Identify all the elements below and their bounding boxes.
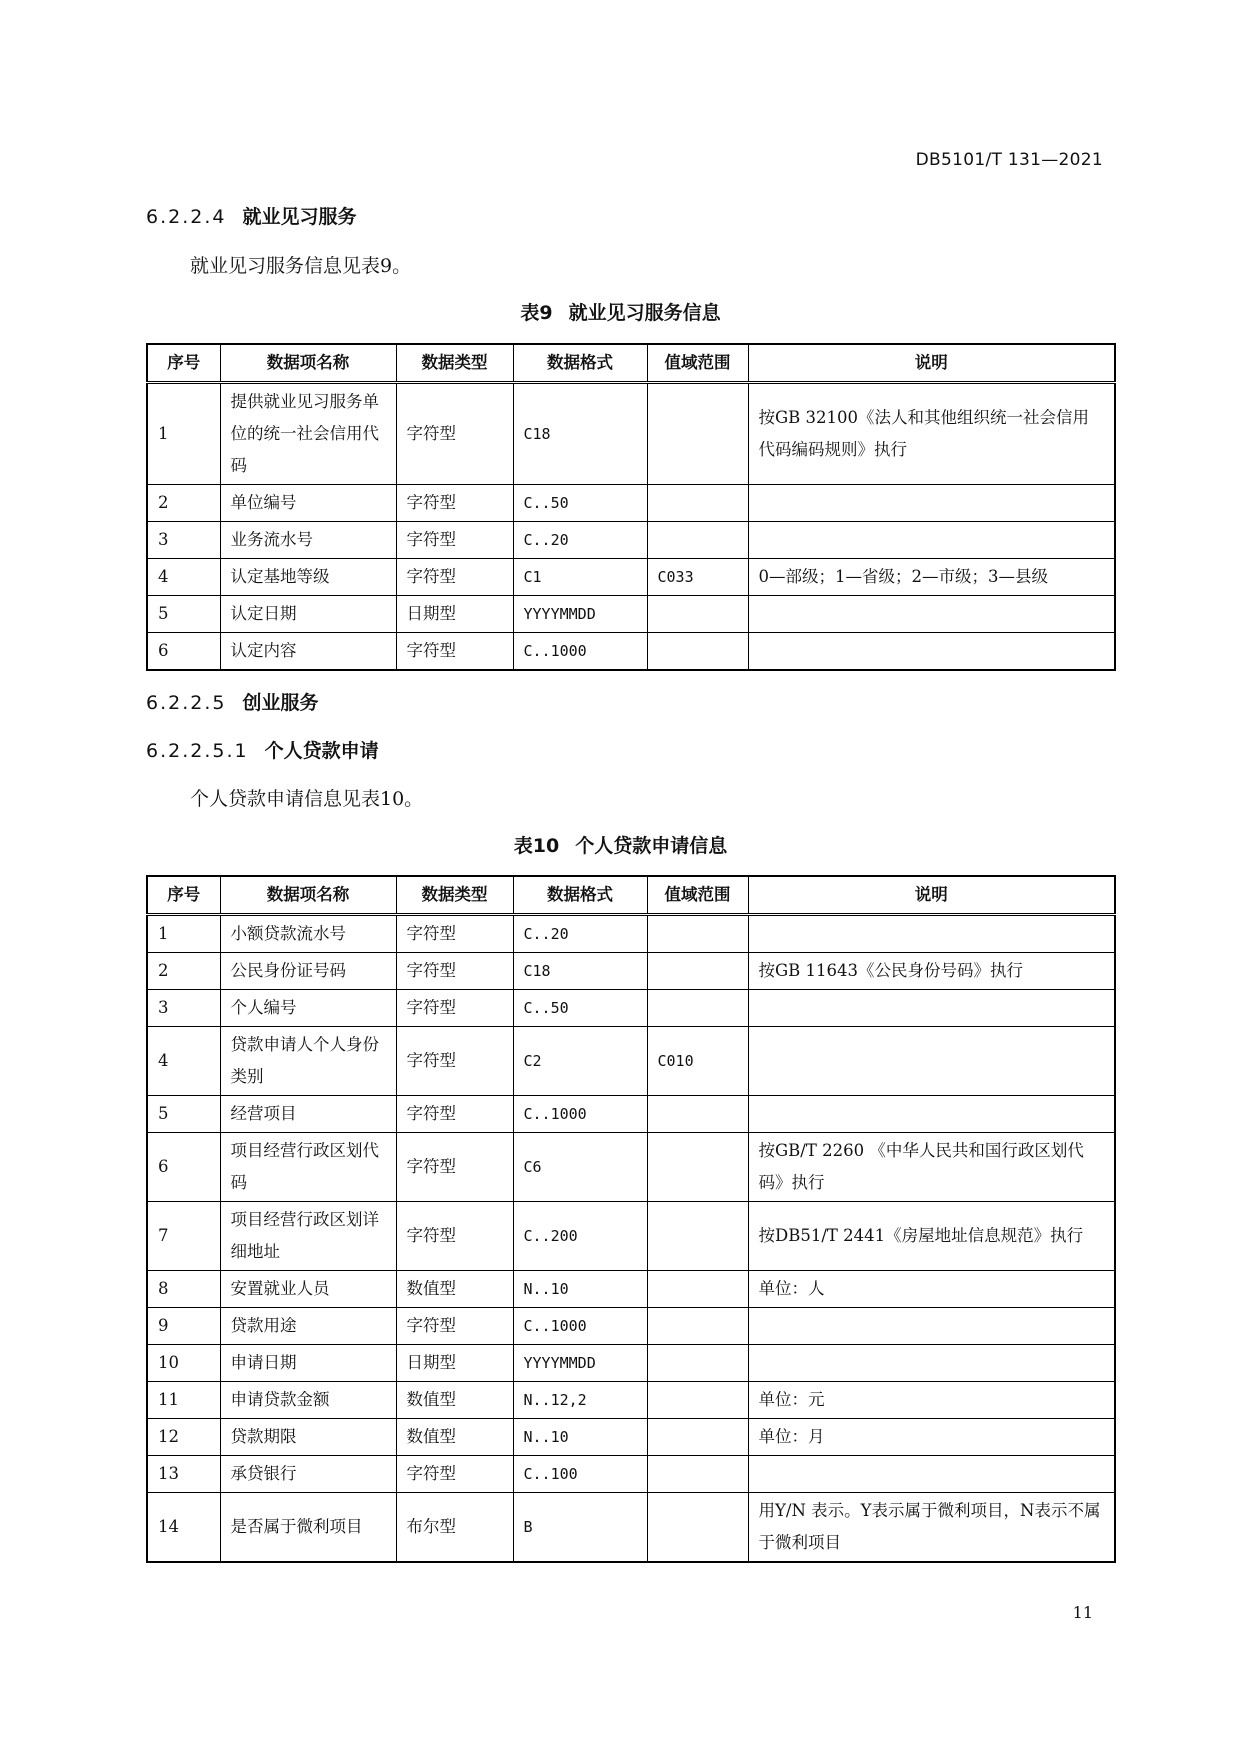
table-row [147,383,1115,485]
cell-value-range [647,383,748,485]
cell-description: 单位：元 [748,1382,1115,1419]
cell-data-format: C2 [513,1027,647,1096]
cell-item-name: 项目经营行政区划详细地址 [220,1202,396,1271]
cell-data-type: 字符型 [396,633,513,671]
intro-paragraph-table10: 个人贷款申请信息见表10。 [190,788,424,810]
table10 [146,875,1116,1563]
cell-seq: 13 [147,1456,220,1493]
cell-value-range [647,522,748,559]
cell-description [748,1096,1115,1133]
cell-description: 0—部级；1—省级；2—市级；3—县级 [748,559,1115,596]
cell-description: 按GB 32100《法人和其他组织统一社会信用代码编码规则》执行 [748,383,1115,485]
cell-value-range [647,633,748,671]
cell-data-type: 字符型 [396,383,513,485]
cell-data-type: 布尔型 [396,1493,513,1563]
cell-data-format: C..1000 [513,633,647,671]
cell-data-type: 字符型 [396,1456,513,1493]
cell-value-range [647,1345,748,1382]
section-number: 6.2.2.4 [146,206,227,228]
cell-data-type: 字符型 [396,559,513,596]
cell-value-range [647,485,748,522]
table-row [147,1027,1115,1096]
cell-data-format: C..20 [513,522,647,559]
cell-data-format: YYYYMMDD [513,596,647,633]
cell-seq: 5 [147,1096,220,1133]
cell-description: 单位：人 [748,1271,1115,1308]
column-header: 值域范围 [647,876,748,915]
table10-caption-title: 个人贷款申请信息 [575,835,728,857]
cell-seq: 3 [147,990,220,1027]
cell-data-type: 数值型 [396,1382,513,1419]
table-row [147,485,1115,522]
table-row [147,1133,1115,1202]
cell-data-type: 日期型 [396,1345,513,1382]
cell-value-range [647,1133,748,1202]
cell-seq: 4 [147,1027,220,1096]
intro-paragraph-table9: 就业见习服务信息见表9。 [190,255,412,277]
cell-data-type: 字符型 [396,522,513,559]
table-row [147,1271,1115,1308]
cell-data-format: N..10 [513,1271,647,1308]
table-header-row [147,876,1115,915]
cell-value-range [647,1382,748,1419]
cell-seq: 6 [147,1133,220,1202]
cell-data-format: C..50 [513,485,647,522]
cell-seq: 9 [147,1308,220,1345]
table10-caption [0,831,1241,858]
column-header: 值域范围 [647,344,748,383]
cell-seq: 8 [147,1271,220,1308]
column-header: 序号 [147,876,220,915]
cell-data-format: C18 [513,383,647,485]
table-row [147,1419,1115,1456]
table-row [147,559,1115,596]
cell-data-format: C18 [513,953,647,990]
column-header: 说明 [748,876,1115,915]
cell-seq: 3 [147,522,220,559]
cell-description [748,915,1115,953]
cell-data-format: C..20 [513,915,647,953]
cell-data-type: 日期型 [396,596,513,633]
cell-value-range [647,990,748,1027]
table-row [147,596,1115,633]
table9 [146,343,1116,671]
cell-data-format: N..12,2 [513,1382,647,1419]
cell-description: 用Y/N 表示。Y表示属于微利项目，N表示不属于微利项目 [748,1493,1115,1563]
table-row [147,990,1115,1027]
table-row [147,953,1115,990]
column-header: 数据格式 [513,876,647,915]
cell-item-name: 是否属于微利项目 [220,1493,396,1563]
cell-description [748,1456,1115,1493]
table-header-row [147,344,1115,383]
column-header: 序号 [147,344,220,383]
table9-caption-title: 就业见习服务信息 [568,302,721,324]
cell-seq: 1 [147,383,220,485]
cell-item-name: 小额贷款流水号 [220,915,396,953]
table-row [147,1202,1115,1271]
section-number: 6.2.2.5 [146,692,227,714]
cell-data-format: C..100 [513,1456,647,1493]
cell-seq: 2 [147,485,220,522]
cell-seq: 11 [147,1382,220,1419]
column-header: 数据格式 [513,344,647,383]
cell-data-type: 数值型 [396,1271,513,1308]
cell-item-name: 申请贷款金额 [220,1382,396,1419]
cell-item-name: 申请日期 [220,1345,396,1382]
table-row [147,1096,1115,1133]
cell-value-range [647,1419,748,1456]
table-row [147,1493,1115,1563]
cell-seq: 5 [147,596,220,633]
cell-seq: 4 [147,559,220,596]
table-row [147,1308,1115,1345]
section-heading-6224 [146,202,357,229]
table-row [147,915,1115,953]
cell-description [748,596,1115,633]
cell-data-type: 字符型 [396,1308,513,1345]
cell-data-format: C..200 [513,1202,647,1271]
section-heading-6225 [146,688,319,715]
section-title: 创业服务 [242,692,319,714]
table-row [147,1382,1115,1419]
column-header: 说明 [748,344,1115,383]
cell-item-name: 贷款用途 [220,1308,396,1345]
cell-description: 按DB51/T 2441《房屋地址信息规范》执行 [748,1202,1115,1271]
cell-data-type: 数值型 [396,1419,513,1456]
cell-item-name: 经营项目 [220,1096,396,1133]
cell-description [748,1027,1115,1096]
cell-description [748,1308,1115,1345]
cell-item-name: 贷款期限 [220,1419,396,1456]
cell-description [748,633,1115,671]
cell-data-format: C..50 [513,990,647,1027]
cell-item-name: 单位编号 [220,485,396,522]
cell-item-name: 项目经营行政区划代码 [220,1133,396,1202]
cell-item-name: 公民身份证号码 [220,953,396,990]
cell-data-format: C6 [513,1133,647,1202]
cell-item-name: 个人编号 [220,990,396,1027]
table-row [147,1345,1115,1382]
section-title: 个人贷款申请 [264,740,379,762]
cell-value-range [647,596,748,633]
table9-caption [0,298,1241,325]
cell-description [748,1345,1115,1382]
column-header: 数据项名称 [220,876,396,915]
cell-value-range [647,1493,748,1563]
table-row [147,633,1115,671]
cell-data-type: 字符型 [396,1133,513,1202]
cell-data-type: 字符型 [396,1096,513,1133]
table9-caption-number: 表9 [520,302,553,324]
cell-value-range [647,1456,748,1493]
column-header: 数据项名称 [220,344,396,383]
cell-value-range [647,1202,748,1271]
cell-item-name: 安置就业人员 [220,1271,396,1308]
cell-item-name: 贷款申请人个人身份类别 [220,1027,396,1096]
cell-seq: 1 [147,915,220,953]
table-row [147,522,1115,559]
cell-data-type: 字符型 [396,1027,513,1096]
cell-description: 按GB 11643《公民身份号码》执行 [748,953,1115,990]
cell-data-format: B [513,1493,647,1563]
cell-value-range: C010 [647,1027,748,1096]
cell-item-name: 认定内容 [220,633,396,671]
document-code: DB5101/T 131—2021 [915,150,1103,170]
cell-seq: 6 [147,633,220,671]
cell-item-name: 认定日期 [220,596,396,633]
cell-seq: 14 [147,1493,220,1563]
cell-seq: 12 [147,1419,220,1456]
cell-data-type: 字符型 [396,990,513,1027]
cell-value-range [647,1271,748,1308]
cell-data-format: C..1000 [513,1308,647,1345]
cell-value-range: C033 [647,559,748,596]
cell-item-name: 业务流水号 [220,522,396,559]
cell-data-type: 字符型 [396,915,513,953]
cell-data-type: 字符型 [396,953,513,990]
cell-value-range [647,1096,748,1133]
table-row [147,1456,1115,1493]
cell-value-range [647,1308,748,1345]
cell-description: 单位：月 [748,1419,1115,1456]
cell-data-format: N..10 [513,1419,647,1456]
cell-data-type: 字符型 [396,485,513,522]
cell-item-name: 认定基地等级 [220,559,396,596]
section-heading-62251 [146,736,379,763]
cell-data-format: C..1000 [513,1096,647,1133]
section-title: 就业见习服务 [242,206,357,228]
cell-data-type: 字符型 [396,1202,513,1271]
cell-seq: 10 [147,1345,220,1382]
cell-data-format: YYYYMMDD [513,1345,647,1382]
cell-seq: 2 [147,953,220,990]
section-number: 6.2.2.5.1 [146,740,249,762]
cell-description [748,522,1115,559]
column-header: 数据类型 [396,876,513,915]
cell-description: 按GB/T 2260 《中华人民共和国行政区划代码》执行 [748,1133,1115,1202]
cell-description [748,485,1115,522]
cell-data-format: C1 [513,559,647,596]
cell-item-name: 提供就业见习服务单位的统一社会信用代码 [220,383,396,485]
page-number: 11 [1072,1603,1093,1622]
cell-value-range [647,953,748,990]
cell-item-name: 承贷银行 [220,1456,396,1493]
cell-value-range [647,915,748,953]
column-header: 数据类型 [396,344,513,383]
cell-description [748,990,1115,1027]
table10-caption-number: 表10 [513,835,560,857]
cell-seq: 7 [147,1202,220,1271]
